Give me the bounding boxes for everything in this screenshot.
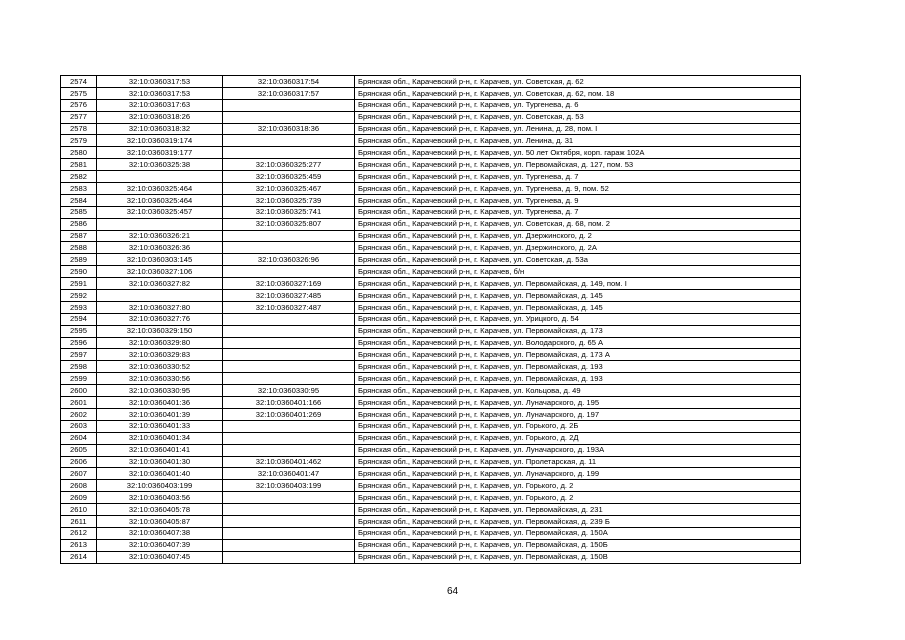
row-number-cell: 2589: [61, 254, 97, 266]
table-row: [61, 408, 801, 420]
address-cell: Брянская обл., Карачевский р-н, г. Карачев, ул. Советская, д. 62, пом. 18: [355, 87, 801, 99]
row-number-cell: 2602: [61, 408, 97, 420]
table-row: [61, 171, 801, 183]
cadastral-number-cell: 32:10:0360330:95: [97, 385, 223, 397]
object-cadastral-number-cell: 32:10:0360325:459: [223, 171, 355, 183]
object-cadastral-number-cell: [223, 349, 355, 361]
row-number-cell: 2582: [61, 171, 97, 183]
row-number-cell: 2590: [61, 266, 97, 278]
object-cadastral-number-cell: [223, 492, 355, 504]
address-cell: Брянская обл., Карачевский р-н, г. Карачев, ул. Первомайская, д. 145: [355, 290, 801, 302]
table-row: [61, 361, 801, 373]
object-cadastral-number-cell: [223, 432, 355, 444]
row-number-cell: 2612: [61, 527, 97, 539]
address-cell: Брянская обл., Карачевский р-н, г. Карачев, ул. Первомайская, д. 149, пом. I: [355, 278, 801, 290]
object-cadastral-number-cell: [223, 325, 355, 337]
object-cadastral-number-cell: [223, 313, 355, 325]
table-row: [61, 539, 801, 551]
cadastral-number-cell: 32:10:0360329:83: [97, 349, 223, 361]
row-number-cell: 2581: [61, 159, 97, 171]
row-number-cell: 2594: [61, 313, 97, 325]
cadastral-number-cell: 32:10:0360405:87: [97, 515, 223, 527]
row-number-cell: 2610: [61, 504, 97, 516]
address-cell: Брянская обл., Карачевский р-н, г. Карачев, ул. Горького, д. 2: [355, 492, 801, 504]
cadastral-number-cell: 32:10:0360330:56: [97, 373, 223, 385]
cadastral-number-cell: 32:10:0360325:464: [97, 183, 223, 195]
address-cell: Брянская обл., Карачевский р-н, г. Карачев, ул. Горького, д. 2: [355, 480, 801, 492]
table-row: [61, 194, 801, 206]
table-row: [61, 99, 801, 111]
object-cadastral-number-cell: 32:10:0360327:485: [223, 290, 355, 302]
row-number-cell: 2584: [61, 194, 97, 206]
object-cadastral-number-cell: 32:10:0360327:487: [223, 301, 355, 313]
cadastral-number-cell: 32:10:0360319:177: [97, 147, 223, 159]
address-cell: Брянская обл., Карачевский р-н, г. Карачев, ул. Первомайская, д. 173: [355, 325, 801, 337]
table-row: [61, 183, 801, 195]
table-row: [61, 397, 801, 409]
cadastral-number-cell: 32:10:0360403:199: [97, 480, 223, 492]
address-cell: Брянская обл., Карачевский р-н, г. Карачев, ул. Урицкого, д. 54: [355, 313, 801, 325]
object-cadastral-number-cell: 32:10:0360401:269: [223, 408, 355, 420]
row-number-cell: 2604: [61, 432, 97, 444]
address-cell: Брянская обл., Карачевский р-н, г. Карачев, ул. Горького, д. 2Д: [355, 432, 801, 444]
table-row: [61, 266, 801, 278]
object-cadastral-number-cell: [223, 444, 355, 456]
address-cell: Брянская обл., Карачевский р-н, г. Карачев, ул. Тургенева, д. 7: [355, 171, 801, 183]
table-row: [61, 492, 801, 504]
cadastral-number-cell: 32:10:0360401:36: [97, 397, 223, 409]
row-number-cell: 2603: [61, 420, 97, 432]
table-row: [61, 420, 801, 432]
address-cell: Брянская обл., Карачевский р-н, г. Карачев, ул. Горького, д. 2Б: [355, 420, 801, 432]
object-cadastral-number-cell: [223, 361, 355, 373]
object-cadastral-number-cell: 32:10:0360403:199: [223, 480, 355, 492]
row-number-cell: 2593: [61, 301, 97, 313]
table-row: [61, 515, 801, 527]
object-cadastral-number-cell: [223, 147, 355, 159]
cadastral-number-cell: 32:10:0360407:38: [97, 527, 223, 539]
address-cell: Брянская обл., Карачевский р-н, г. Карачев, ул. 50 лет Октября, корп. гараж 102А: [355, 147, 801, 159]
address-cell: Брянская обл., Карачевский р-н, г. Карачев, ул. Пролетарская, д. 11: [355, 456, 801, 468]
table-row: [61, 135, 801, 147]
cadastral-number-cell: 32:10:0360401:34: [97, 432, 223, 444]
address-cell: Брянская обл., Карачевский р-н, г. Карачев, ул. Советская, д. 62: [355, 76, 801, 88]
object-cadastral-number-cell: [223, 504, 355, 516]
object-cadastral-number-cell: [223, 539, 355, 551]
address-cell: Брянская обл., Карачевский р-н, г. Карачев, ул. Первомайская, д. 127, пом. 53: [355, 159, 801, 171]
row-number-cell: 2597: [61, 349, 97, 361]
object-cadastral-number-cell: 32:10:0360317:54: [223, 76, 355, 88]
object-cadastral-number-cell: [223, 230, 355, 242]
row-number-cell: 2588: [61, 242, 97, 254]
table-row: [61, 527, 801, 539]
row-number-cell: 2609: [61, 492, 97, 504]
table-row: [61, 325, 801, 337]
row-number-cell: 2613: [61, 539, 97, 551]
address-cell: Брянская обл., Карачевский р-н, г. Карачев, ул. Луначарского, д. 197: [355, 408, 801, 420]
address-cell: Брянская обл., Карачевский р-н, г. Карачев, ул. Первомайская, д. 150А: [355, 527, 801, 539]
cadastral-number-cell: 32:10:0360329:150: [97, 325, 223, 337]
object-cadastral-number-cell: [223, 527, 355, 539]
table-row: [61, 123, 801, 135]
table-row: [61, 444, 801, 456]
cadastral-number-cell: 32:10:0360318:26: [97, 111, 223, 123]
cadastral-number-cell: 32:10:0360327:76: [97, 313, 223, 325]
cadastral-number-cell: 32:10:0360401:39: [97, 408, 223, 420]
cadastral-number-cell: [97, 171, 223, 183]
cadastral-number-cell: 32:10:0360327:82: [97, 278, 223, 290]
row-number-cell: 2599: [61, 373, 97, 385]
cadastral-number-cell: 32:10:0360327:80: [97, 301, 223, 313]
row-number-cell: 2607: [61, 468, 97, 480]
row-number-cell: 2574: [61, 76, 97, 88]
table-row: [61, 349, 801, 361]
cadastral-number-cell: 32:10:0360326:21: [97, 230, 223, 242]
address-cell: Брянская обл., Карачевский р-н, г. Карачев, ул. Первомайская, д. 193: [355, 373, 801, 385]
cadastral-number-cell: 32:10:0360329:80: [97, 337, 223, 349]
cadastral-number-cell: 32:10:0360325:38: [97, 159, 223, 171]
row-number-cell: 2586: [61, 218, 97, 230]
object-cadastral-number-cell: [223, 515, 355, 527]
table-row: [61, 480, 801, 492]
object-cadastral-number-cell: [223, 99, 355, 111]
row-number-cell: 2591: [61, 278, 97, 290]
object-cadastral-number-cell: [223, 135, 355, 147]
object-cadastral-number-cell: 32:10:0360325:739: [223, 194, 355, 206]
table-row: [61, 230, 801, 242]
cadastral-number-cell: 32:10:0360407:45: [97, 551, 223, 563]
row-number-cell: 2605: [61, 444, 97, 456]
object-cadastral-number-cell: [223, 266, 355, 278]
object-cadastral-number-cell: 32:10:0360318:36: [223, 123, 355, 135]
address-cell: Брянская обл., Карачевский р-н, г. Карачев, ул. Кольцова, д. 49: [355, 385, 801, 397]
address-cell: Брянская обл., Карачевский р-н, г. Карачев, ул. Первомайская, д. 193: [355, 361, 801, 373]
address-cell: Брянская обл., Карачевский р-н, г. Карачев, ул. Советская, д. 53а: [355, 254, 801, 266]
cadastral-number-cell: [97, 218, 223, 230]
row-number-cell: 2601: [61, 397, 97, 409]
cadastral-number-cell: 32:10:0360403:56: [97, 492, 223, 504]
address-cell: Брянская обл., Карачевский р-н, г. Карачев, ул. Тургенева, д. 7: [355, 206, 801, 218]
table-row: [61, 290, 801, 302]
address-cell: Брянская обл., Карачевский р-н, г. Карачев, ул. Ленина, д. 31: [355, 135, 801, 147]
address-cell: Брянская обл., Карачевский р-н, г. Карачев, ул. Первомайская, д. 150В: [355, 551, 801, 563]
table-row: [61, 87, 801, 99]
object-cadastral-number-cell: [223, 551, 355, 563]
address-cell: Брянская обл., Карачевский р-н, г. Карачев, ул. Первомайская, д. 145: [355, 301, 801, 313]
table-row: [61, 242, 801, 254]
address-cell: Брянская обл., Карачевский р-н, г. Карачев, ул. Тургенева, д. 6: [355, 99, 801, 111]
cadastral-number-cell: 32:10:0360303:145: [97, 254, 223, 266]
cadastral-number-cell: 32:10:0360325:464: [97, 194, 223, 206]
object-cadastral-number-cell: 32:10:0360401:462: [223, 456, 355, 468]
table-row: [61, 206, 801, 218]
object-cadastral-number-cell: 32:10:0360327:169: [223, 278, 355, 290]
table-row: [61, 456, 801, 468]
row-number-cell: 2585: [61, 206, 97, 218]
address-cell: Брянская обл., Карачевский р-н, г. Карачев, ул. Володарского, д. 65 А: [355, 337, 801, 349]
table-row: [61, 337, 801, 349]
object-cadastral-number-cell: 32:10:0360330:95: [223, 385, 355, 397]
object-cadastral-number-cell: 32:10:0360325:741: [223, 206, 355, 218]
cadastral-number-cell: 32:10:0360407:39: [97, 539, 223, 551]
object-cadastral-number-cell: 32:10:0360317:57: [223, 87, 355, 99]
cadastral-number-cell: 32:10:0360401:30: [97, 456, 223, 468]
address-cell: Брянская обл., Карачевский р-н, г. Карачев, ул. Первомайская, д. 150Б: [355, 539, 801, 551]
cadastral-number-cell: 32:10:0360319:174: [97, 135, 223, 147]
address-cell: Брянская обл., Карачевский р-н, г. Карачев, ул. Тургенева, д. 9, пом. 52: [355, 183, 801, 195]
registry-table: [60, 75, 801, 564]
registry-body: [61, 76, 801, 564]
object-cadastral-number-cell: [223, 242, 355, 254]
address-cell: Брянская обл., Карачевский р-н, г. Карачев, ул. Дзержинского, д. 2А: [355, 242, 801, 254]
row-number-cell: 2592: [61, 290, 97, 302]
address-cell: Брянская обл., Карачевский р-н, г. Карачев, ул. Луначарского, д. 193А: [355, 444, 801, 456]
object-cadastral-number-cell: 32:10:0360401:47: [223, 468, 355, 480]
table-row: [61, 147, 801, 159]
address-cell: Брянская обл., Карачевский р-н, г. Карачев, ул. Ленина, д. 28, пом. I: [355, 123, 801, 135]
object-cadastral-number-cell: 32:10:0360325:807: [223, 218, 355, 230]
address-cell: Брянская обл., Карачевский р-н, г. Карачев, б/н: [355, 266, 801, 278]
row-number-cell: 2614: [61, 551, 97, 563]
cadastral-number-cell: 32:10:0360327:106: [97, 266, 223, 278]
row-number-cell: 2587: [61, 230, 97, 242]
cadastral-number-cell: 32:10:0360317:53: [97, 87, 223, 99]
object-cadastral-number-cell: [223, 111, 355, 123]
object-cadastral-number-cell: [223, 420, 355, 432]
table-row: [61, 301, 801, 313]
table-row: [61, 385, 801, 397]
row-number-cell: 2580: [61, 147, 97, 159]
row-number-cell: 2608: [61, 480, 97, 492]
object-cadastral-number-cell: [223, 337, 355, 349]
cadastral-number-cell: 32:10:0360326:36: [97, 242, 223, 254]
object-cadastral-number-cell: [223, 373, 355, 385]
address-cell: Брянская обл., Карачевский р-н, г. Карачев, ул. Луначарского, д. 199: [355, 468, 801, 480]
row-number-cell: 2578: [61, 123, 97, 135]
table-row: [61, 432, 801, 444]
address-cell: Брянская обл., Карачевский р-н, г. Карачев, ул. Луначарского, д. 195: [355, 397, 801, 409]
cadastral-number-cell: 32:10:0360401:40: [97, 468, 223, 480]
table-row: [61, 278, 801, 290]
table-row: [61, 159, 801, 171]
object-cadastral-number-cell: 32:10:0360325:467: [223, 183, 355, 195]
row-number-cell: 2611: [61, 515, 97, 527]
address-cell: Брянская обл., Карачевский р-н, г. Карачев, ул. Советская, д. 68, пом. 2: [355, 218, 801, 230]
table-row: [61, 504, 801, 516]
table-row: [61, 218, 801, 230]
cadastral-number-cell: 32:10:0360318:32: [97, 123, 223, 135]
object-cadastral-number-cell: 32:10:0360401:166: [223, 397, 355, 409]
object-cadastral-number-cell: 32:10:0360326:96: [223, 254, 355, 266]
cadastral-number-cell: 32:10:0360325:457: [97, 206, 223, 218]
cadastral-number-cell: [97, 290, 223, 302]
cadastral-number-cell: 32:10:0360401:41: [97, 444, 223, 456]
row-number-cell: 2596: [61, 337, 97, 349]
row-number-cell: 2575: [61, 87, 97, 99]
address-cell: Брянская обл., Карачевский р-н, г. Карачев, ул. Тургенева, д. 9: [355, 194, 801, 206]
row-number-cell: 2579: [61, 135, 97, 147]
cadastral-number-cell: 32:10:0360405:78: [97, 504, 223, 516]
table-row: [61, 468, 801, 480]
address-cell: Брянская обл., Карачевский р-н, г. Карачев, ул. Первомайская, д. 239 Б: [355, 515, 801, 527]
row-number-cell: 2600: [61, 385, 97, 397]
address-cell: Брянская обл., Карачевский р-н, г. Карачев, ул. Первомайская, д. 231: [355, 504, 801, 516]
page-number: 64: [446, 586, 459, 597]
object-cadastral-number-cell: 32:10:0360325:277: [223, 159, 355, 171]
table-row: [61, 373, 801, 385]
table-row: [61, 313, 801, 325]
row-number-cell: 2595: [61, 325, 97, 337]
table-row: [61, 76, 801, 88]
row-number-cell: 2583: [61, 183, 97, 195]
address-cell: Брянская обл., Карачевский р-н, г. Карачев, ул. Советская, д. 53: [355, 111, 801, 123]
address-cell: Брянская обл., Карачевский р-н, г. Карачев, ул. Дзержинского, д. 2: [355, 230, 801, 242]
row-number-cell: 2577: [61, 111, 97, 123]
cadastral-number-cell: 32:10:0360317:63: [97, 99, 223, 111]
row-number-cell: 2576: [61, 99, 97, 111]
row-number-cell: 2606: [61, 456, 97, 468]
cadastral-number-cell: 32:10:0360401:33: [97, 420, 223, 432]
table-row: [61, 111, 801, 123]
row-number-cell: 2598: [61, 361, 97, 373]
cadastral-number-cell: 32:10:0360330:52: [97, 361, 223, 373]
table-row: [61, 551, 801, 563]
address-cell: Брянская обл., Карачевский р-н, г. Карачев, ул. Первомайская, д. 173 А: [355, 349, 801, 361]
cadastral-number-cell: 32:10:0360317:53: [97, 76, 223, 88]
table-row: [61, 254, 801, 266]
